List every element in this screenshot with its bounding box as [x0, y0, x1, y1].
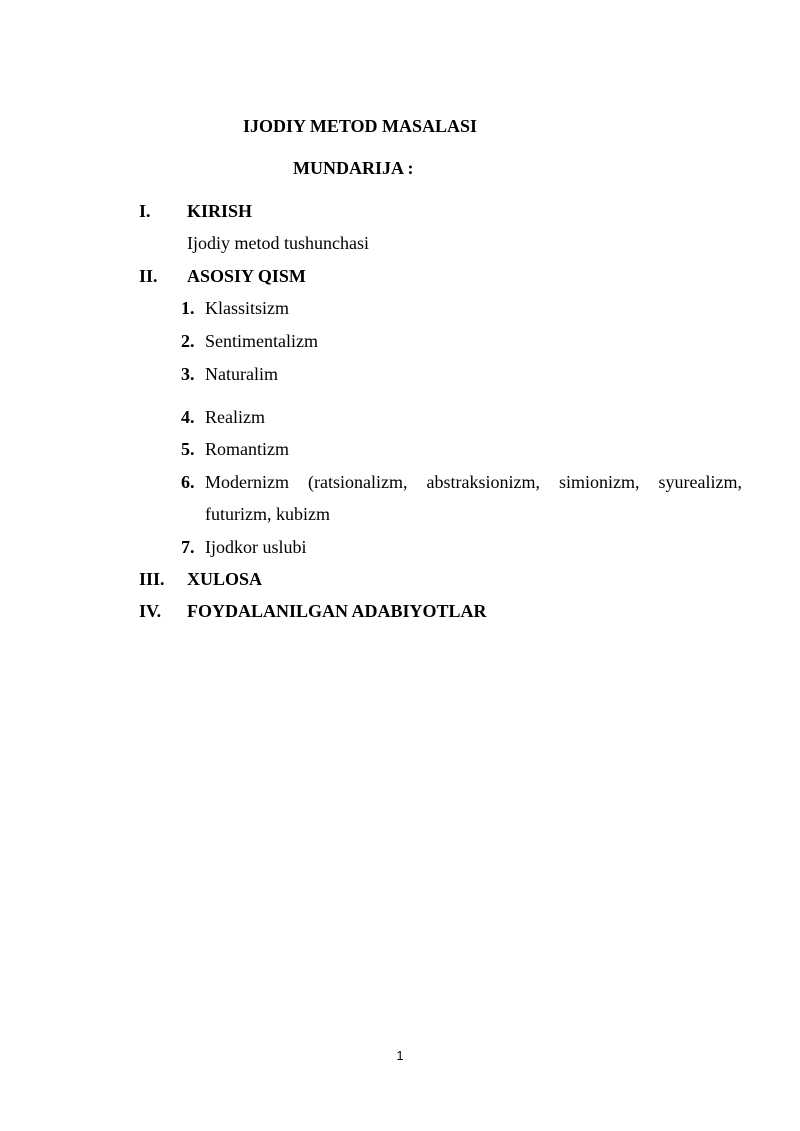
- item-number-5: 5.: [181, 439, 195, 459]
- section-number-2: II.: [139, 266, 158, 286]
- contents-heading: MUNDARIJA :: [293, 158, 414, 178]
- item-number-4: 4.: [181, 407, 195, 427]
- section-title-3: XULOSA: [187, 569, 263, 589]
- section-title-4: FOYDALANILGAN ADABIYOTLAR: [187, 601, 487, 621]
- section-number-1: I.: [139, 201, 151, 221]
- item-number-1: 1.: [181, 298, 195, 318]
- item-number-6: 6.: [181, 472, 195, 492]
- item-number-2: 2.: [181, 331, 195, 351]
- section-number-3: III.: [139, 569, 165, 589]
- item-text-5: Romantizm: [205, 439, 289, 459]
- section-title-2: ASOSIY QISM: [187, 266, 306, 286]
- item-number-7: 7.: [181, 537, 195, 557]
- item-text-6-line-1: Modernizm (ratsionalizm, abstraksionizm, simionizm, syurealizm,: [205, 472, 742, 492]
- item-text-7: Ijodkor uslubi: [205, 537, 307, 557]
- item-number-3: 3.: [181, 364, 195, 384]
- item-text-3: Naturalim: [205, 364, 278, 384]
- document-title: IJODIY METOD MASALASI: [243, 116, 478, 136]
- section-number-4: IV.: [139, 601, 162, 621]
- item-text-6-line-2: futurizm, kubizm: [205, 504, 330, 524]
- item-text-4: Realizm: [205, 407, 265, 427]
- page-number: 1: [396, 1048, 404, 1063]
- section-subline-1: Ijodiy metod tushunchasi: [187, 233, 369, 253]
- section-title-1: KIRISH: [187, 201, 253, 221]
- item-text-2: Sentimentalizm: [205, 331, 318, 351]
- item-text-1: Klassitsizm: [205, 298, 289, 318]
